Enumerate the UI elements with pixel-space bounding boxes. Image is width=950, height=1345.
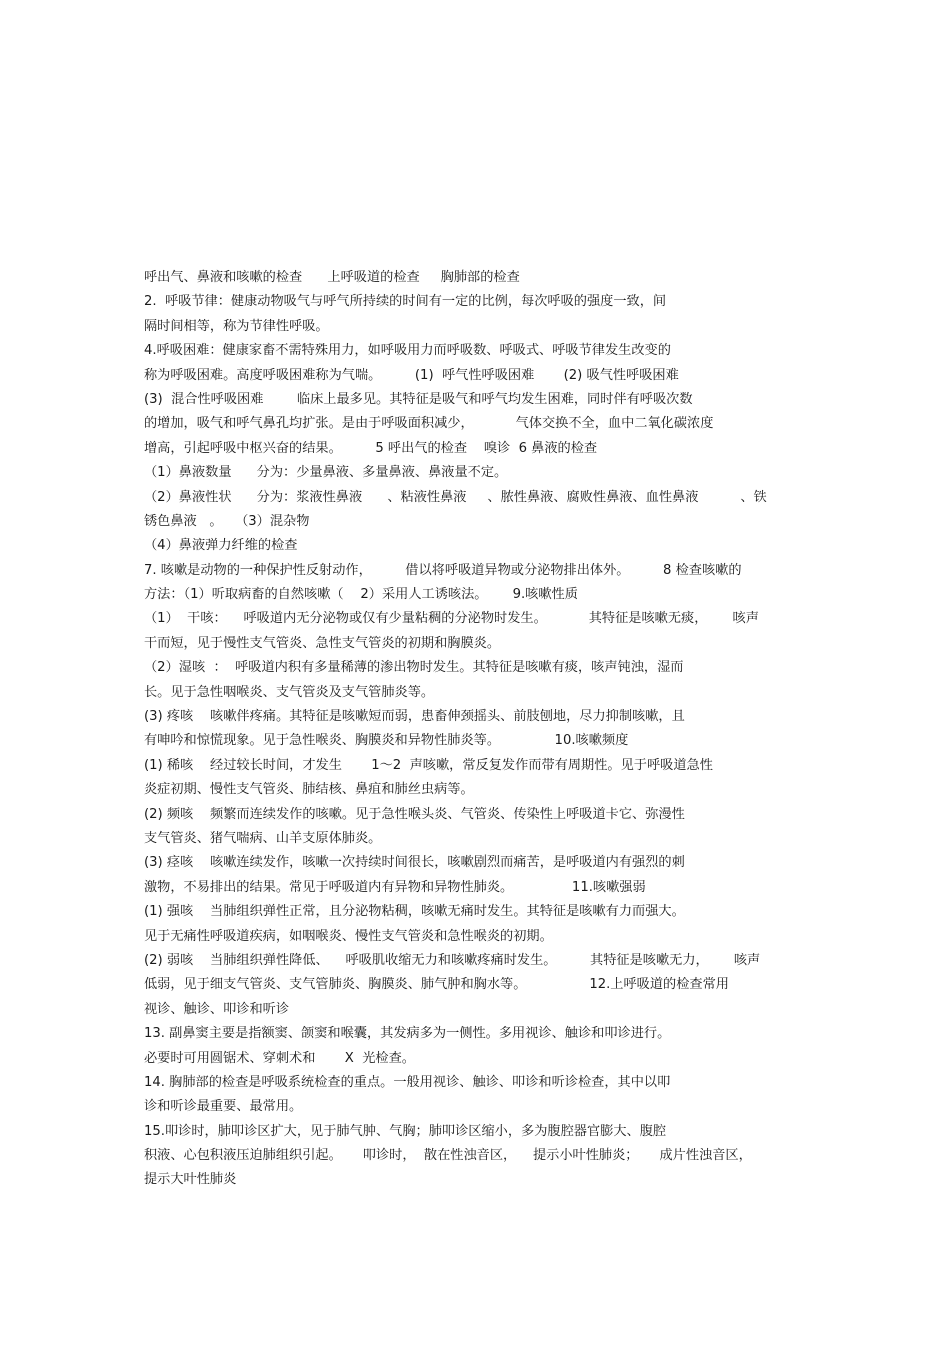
text-line: 锈色鼻液 。 （3）混杂物 [144,513,310,529]
text-line: 的增加，吸气和呼气鼻孔均扩张。是由于呼吸面积减少， 气体交换不全，血中二氧化碳浓度 [144,416,714,432]
text-line: 视诊、触诊、叩诊和听诊 [144,1001,290,1017]
text-line: 提示大叶性肺炎 [144,1172,237,1188]
text-line: 13. 副鼻窦主要是指额窦、颌窦和喉囊，其发病多为一侧性。多用视诊、触诊和叩诊进行。 [144,1026,671,1042]
text-line: 呼出气、鼻液和咳嗽的检查 上呼吸道的检查 胸肺部的检查 [144,270,520,285]
text-line: 激物，不易排出的结果。常见于呼吸道内有异物和异物性肺炎。 11.咳嗽强弱 [144,879,646,895]
text-line: 炎症初期、慢性支气管炎、肺结核、鼻疽和肺丝虫病等。 [144,782,474,798]
text-line: (3) 混合性呼吸困难 临床上最多见。其特征是吸气和呼气均发生困难，同时伴有呼吸次数 [144,391,693,407]
text-line: (3) 疼咳 咳嗽伴疼痛。其特征是咳嗽短而弱，患畜伸颈摇头、前肢刨地，尽力抑制咳嗽，且 [144,709,685,725]
text-line: (2) 频咳 频繁而连续发作的咳嗽。见于急性喉头炎、气管炎、传染性上呼吸道卡它、弥漫性 [144,806,685,822]
text-line: 隔时间相等，称为节律性呼吸。 [144,318,329,334]
text-line: 积液、心包积液压迫肺组织引起。 叩诊时， 散在性浊音区， 提示小叶性肺炎； 成片性浊音区， [144,1148,752,1164]
text-line: 称为呼吸困难。高度呼吸困难称为气喘。 (1) 呼气性呼吸困难 (2) 吸气性呼吸困难 [144,367,679,383]
text-line: 支气管炎、猪气喘病、山羊支原体肺炎。 [144,830,382,846]
text-line: 4.呼吸困难：健康家畜不需特殊用力，如呼吸用力而呼吸数、呼吸式、呼吸节律发生改变的 [144,343,671,359]
text-line: 必要时可用圆锯术、穿刺术和 X 光检查。 [144,1050,415,1066]
text-line: (2) 弱咳 当肺组织弹性降低、 呼吸肌收缩无力和咳嗽疼痛时发生。 其特征是咳嗽无力， 咳声 [144,952,761,968]
text-line: 增高，引起呼吸中枢兴奋的结果。 5 呼出气的检查 嗅诊 6 鼻液的检查 [144,440,598,456]
text-line: 诊和听诊最重要、最常用。 [144,1099,303,1115]
text-line: 方法：（1）听取病畜的自然咳嗽（ 2）采用人工诱咳法。 9.咳嗽性质 [144,587,578,603]
text-line: （4）鼻液弹力纤维的检查 [144,538,298,554]
text-line: (1) 强咳 当肺组织弹性正常，且分泌物粘稠，咳嗽无痛时发生。其特征是咳嗽有力而强大。 [144,904,685,920]
text-line: 2. 呼吸节律：健康动物吸气与呼气所持续的时间有一定的比例，每次呼吸的强度一致，间 [144,294,667,310]
text-line: （2）鼻液性状 分为：浆液性鼻液 、粘液性鼻液 、脓性鼻液、腐败性鼻液、血性鼻液 、铁 [144,489,767,505]
text-line: (1) 稀咳 经过较长时间，才发生 1～2 声咳嗽，常反复发作而带有周期性。见于呼吸道急性 [144,757,713,773]
text-line: 7. 咳嗽是动物的一种保护性反射动作， 借以将呼吸道异物或分泌物排出体外。 8 检查咳嗽的 [144,562,742,578]
text-line: 低弱，见于细支气管炎、支气管肺炎、胸膜炎、肺气肿和胸水等。 12.上呼吸道的检查常用 [144,977,729,993]
text-line: 15.叩诊时，肺叩诊区扩大，见于肺气肿、气胸；肺叩诊区缩小，多为腹腔器官膨大、腹腔 [144,1123,667,1139]
text-line: (3) 痉咳 咳嗽连续发作，咳嗽一次持续时间很长，咳嗽剧烈而痛苦，是呼吸道内有强烈的刺 [144,855,685,871]
text-line: （1）鼻液数量 分为：少量鼻液、多量鼻液、鼻液量不定。 [144,465,508,481]
text-line: 长。见于急性咽喉炎、支气管炎及支气管肺炎等。 [144,684,435,700]
text-line: 14. 胸肺部的检查是呼吸系统检查的重点。一般用视诊、触诊、叩诊和听诊检查，其中以叩 [144,1074,671,1090]
text-line: 见于无痛性呼吸道疾病，如咽喉炎、慢性支气管炎和急性喉炎的初期。 [144,928,553,944]
text-line: 有呻吟和惊慌现象。见于急性喉炎、胸膜炎和异物性肺炎等。 10.咳嗽频度 [144,733,629,749]
text-line: 干而短，见于慢性支气管炎、急性支气管炎的初期和胸膜炎。 [144,635,501,651]
text-line: （1） 干咳： 呼吸道内无分泌物或仅有少量粘稠的分泌物时发生。 其特征是咳嗽无痰， 咳声 [144,611,759,627]
text-line: （2）湿咳 ： 呼吸道内积有多量稀薄的渗出物时发生。其特征是咳嗽有痰，咳声钝浊，湿而 [144,660,684,676]
document-body [144,266,814,1193]
